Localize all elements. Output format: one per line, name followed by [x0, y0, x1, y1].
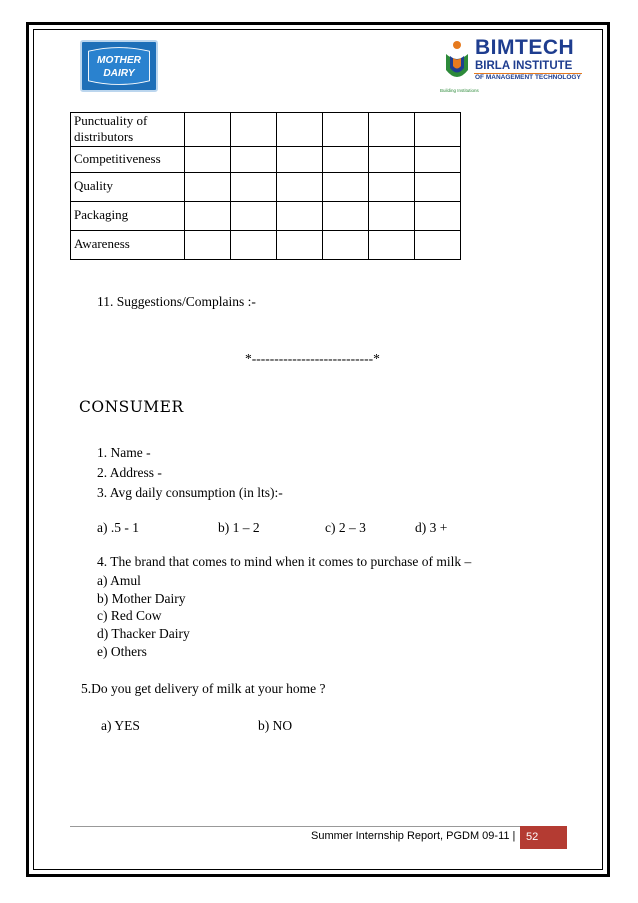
mother-dairy-logo: [80, 40, 158, 92]
q4-option-b: b) Mother Dairy: [97, 591, 186, 606]
table-row: [71, 113, 461, 147]
bimtech-logo: [440, 36, 585, 98]
q4-option-d: d) Thacker Dairy: [97, 626, 190, 641]
table-row: [71, 172, 461, 201]
logo-text-dairy: DAIRY: [103, 68, 135, 80]
logo-text-mother: MOTHER: [97, 55, 141, 67]
footer-rule: [70, 826, 567, 827]
bimtech-subtitle2: OF MANAGEMENT TECHNOLOGY: [475, 74, 581, 81]
table-row: [71, 146, 461, 172]
row-label: Punctuality of distributors: [71, 113, 185, 147]
q4-option-a: a) Amul: [97, 573, 141, 588]
q3-option-c: c) 2 – 3: [325, 520, 366, 535]
bimtech-emblem-icon: [442, 40, 472, 86]
question-3-consumption: 3. Avg daily consumption (in lts):-: [97, 485, 283, 500]
bimtech-title: BIMTECH: [475, 36, 575, 59]
question-5-delivery: 5.Do you get delivery of milk at your home ?: [81, 681, 326, 696]
bimtech-subtitle: BIRLA INSTITUTE: [475, 60, 573, 72]
bimtech-tagline: Building Institutions: [440, 88, 479, 93]
q4-option-c: c) Red Cow: [97, 608, 162, 623]
row-label: Quality: [71, 172, 185, 201]
rating-table: [70, 112, 461, 260]
section-separator: *---------------------------*: [245, 351, 380, 366]
table-row: [71, 201, 461, 230]
q3-option-d: d) 3 +: [415, 520, 448, 535]
question-2-address: 2. Address -: [97, 465, 162, 480]
row-label: Competitiveness: [71, 146, 185, 172]
question-4-brand: 4. The brand that comes to mind when it comes to purchase of milk –: [97, 554, 472, 569]
table-row: [71, 230, 461, 259]
q5-option-b: b) NO: [258, 718, 293, 733]
q3-option-a: a) .5 - 1: [97, 520, 139, 535]
consumer-heading: CONSUMER: [79, 398, 184, 416]
q5-option-a: a) YES: [101, 718, 140, 733]
page-number: 52: [520, 826, 567, 849]
footer-text: Summer Internship Report, PGDM 09-11 |: [311, 830, 516, 842]
question-1-name: 1. Name -: [97, 445, 151, 460]
q3-option-b: b) 1 – 2: [218, 520, 260, 535]
question-11-suggestions: 11. Suggestions/Complains :-: [97, 294, 256, 309]
row-label: Packaging: [71, 201, 185, 230]
q4-option-e: e) Others: [97, 644, 147, 659]
row-label: Awareness: [71, 230, 185, 259]
